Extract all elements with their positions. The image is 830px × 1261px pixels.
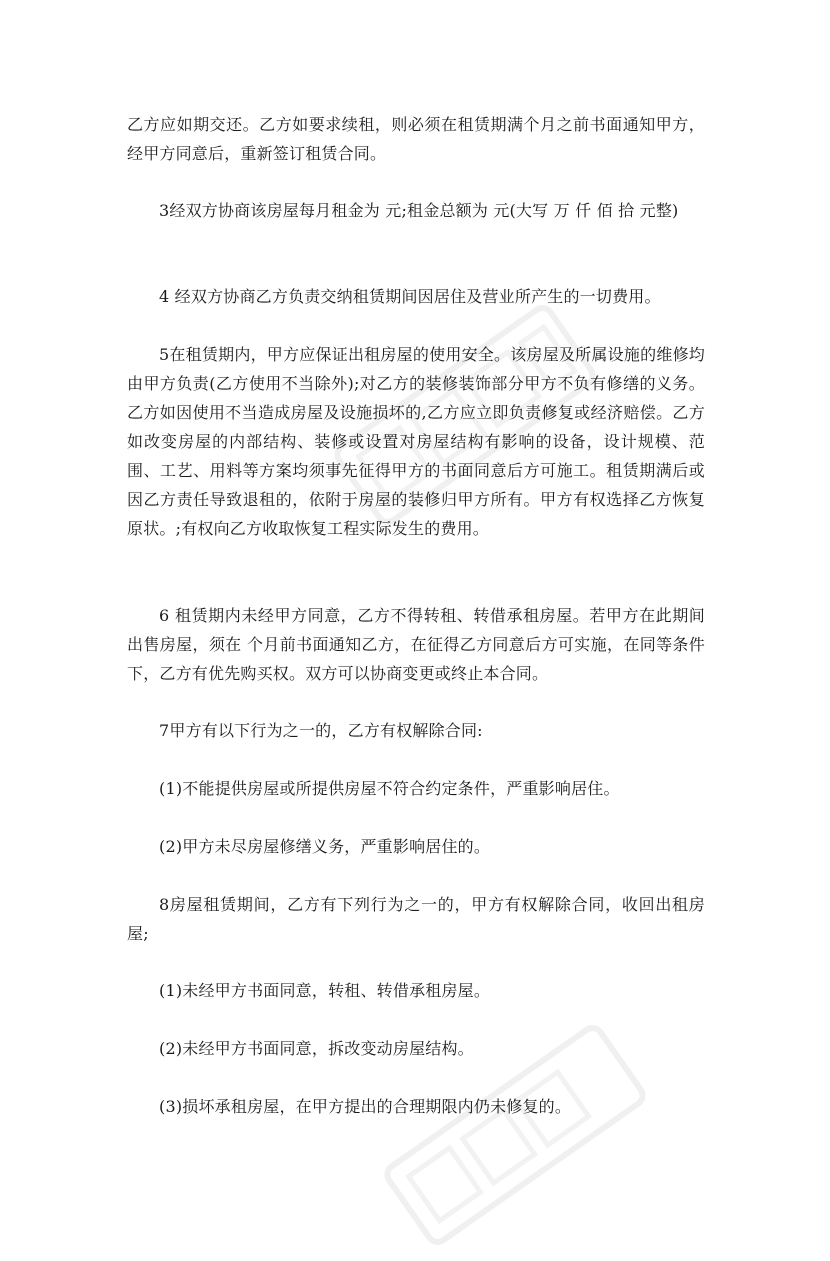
paragraph-tenant-breach-title: 8房屋租赁期间，乙方有下列行为之一的，甲方有权解除合同，收回出租房屋;	[127, 895, 705, 943]
paragraph-fees: 4 经双方协商乙方负责交纳租赁期间因居住及营业所产生的一切费用。	[159, 287, 661, 306]
paragraph-renewal: 乙方应如期交还。乙方如要求续租，则必须在租赁期满个月之前书面通知甲方，经甲方同意后，重新签订租赁合同。	[127, 115, 705, 163]
paragraph-tenant-breach-1: (1)未经甲方书面同意，转租、转借承租房屋。	[159, 981, 491, 1000]
paragraph-tenant-breach-2: (2)未经甲方书面同意，拆改变动房屋结构。	[159, 1039, 474, 1058]
paragraph-rent: 3经双方协商该房屋每月租金为 元;租金总额为 元(大写 万 仟 佰 拾 元整)	[159, 201, 679, 220]
paragraph-tenant-breach-3: (3)损坏承租房屋，在甲方提出的合理期限内仍未修复的。	[159, 1097, 572, 1116]
paragraph-landlord-breach-title: 7甲方有以下行为之一的，乙方有权解除合同:	[159, 721, 483, 740]
paragraph-landlord-breach-1: (1)不能提供房屋或所提供房屋不符合约定条件，严重影响居住。	[159, 779, 620, 798]
paragraph-landlord-breach-2: (2)甲方未尽房屋修缮义务，严重影响居住的。	[159, 837, 491, 856]
paragraph-maintenance: 5在租赁期内，甲方应保证出租房屋的使用安全。该房屋及所属设施的维修均由甲方负责(乙方使用不当除外);对乙方的装修装饰部分甲方不负有修缮的义务。乙方如因使用不当造成房屋及设施损坏的,乙方应立即负责修复或经济赔偿。乙方如改变房屋的内部结构、装修或设置对房屋结构有影响的设备，设计规模、范围、工艺、用料等方案均须事先征得甲方的书面同意后方可施工。租赁期满后或因乙方责任导致退租的，依附于房屋的装修归甲方所有。甲方有权选择乙方恢复原状。;有权向乙方收取恢复工程实际发生的费用。	[127, 345, 705, 538]
paragraph-sublet: 6 租赁期内未经甲方同意，乙方不得转租、转借承租房屋。若甲方在此期间出售房屋，须在 个月前书面通知乙方，在征得乙方同意后方可实施，在同等条件下，乙方有优先购买权。双方可以协商变更或终止本合同。	[127, 606, 705, 683]
